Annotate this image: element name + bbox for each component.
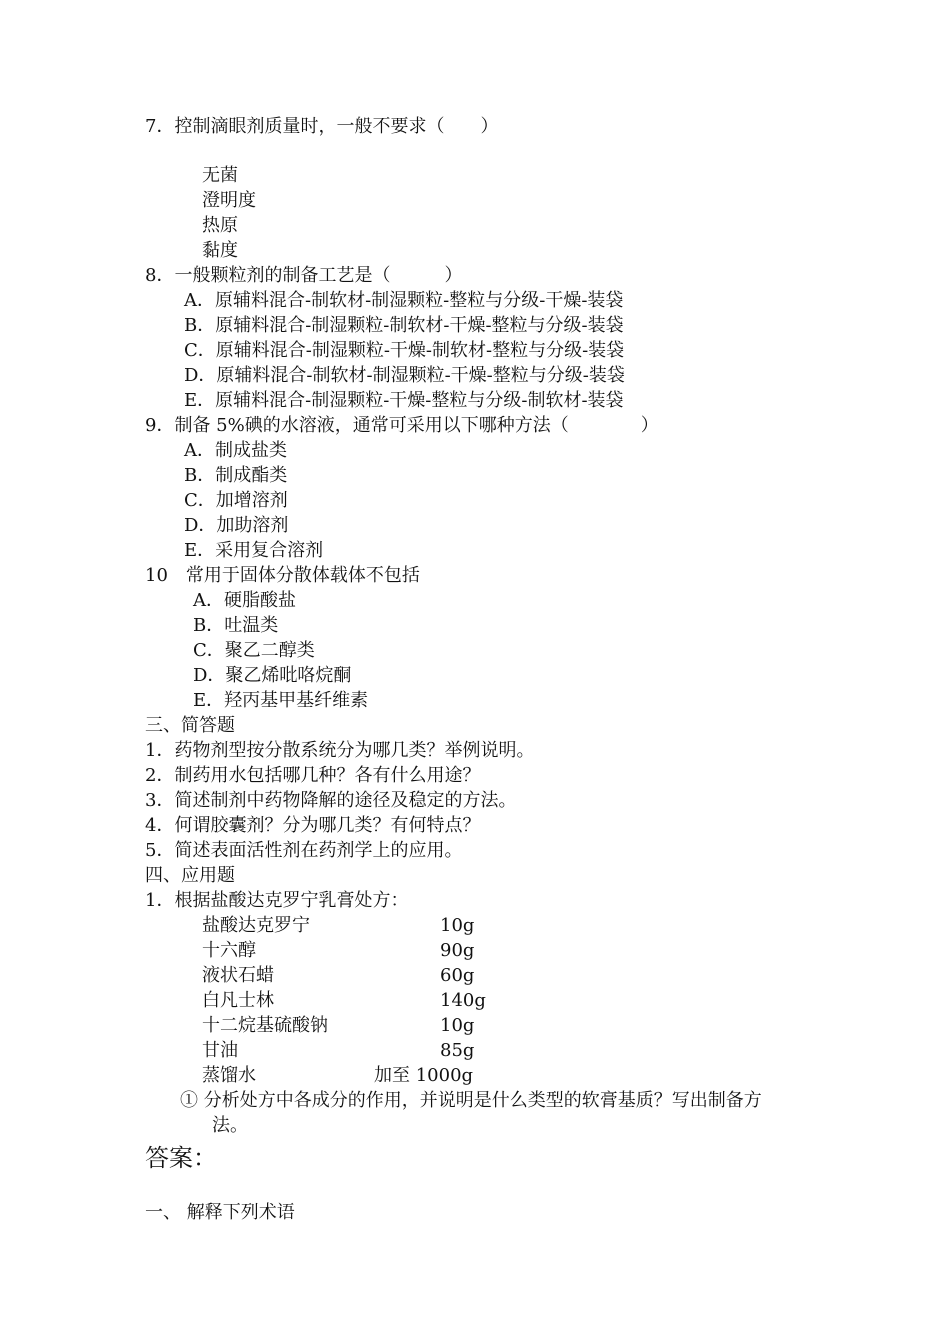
q8-option: E．原辅料混合-制湿颗粒-干燥-整粒与分级-制软材-装袋	[184, 390, 624, 411]
section4-subquestion-cont: 法。	[212, 1115, 248, 1136]
q8-option: A．原辅料混合-制软材-制湿颗粒-整粒与分级-干燥-装袋	[184, 290, 624, 311]
q9-option: E．采用复合溶剂	[184, 540, 324, 561]
recipe-ingredient: 十二烷基硫酸钠	[202, 1015, 328, 1036]
section4-subquestion: ① 分析处方中各成分的作用，并说明是什么类型的软膏基质？写出制备方	[180, 1090, 762, 1111]
q7-option: 黏度	[202, 240, 238, 261]
recipe-amount: 140g	[440, 990, 486, 1011]
q10-option: D．聚乙烯吡咯烷酮	[193, 665, 352, 686]
section4-q1-stem: 1．根据盐酸达克罗宁乳膏处方：	[145, 890, 409, 911]
q7-stem: 7．控制滴眼剂质量时，一般不要求（ ）	[145, 116, 499, 137]
recipe-amount: 60g	[440, 965, 475, 986]
q9-option: B．制成酯类	[184, 465, 288, 486]
q10-stem: 10 常用于固体分散体载体不包括	[145, 565, 420, 586]
q9-option: D．加助溶剂	[184, 515, 289, 536]
q9-stem: 9．制备 5%碘的水溶液，通常可采用以下哪种方法（ ）	[145, 415, 659, 436]
q10-option: B．吐温类	[193, 615, 279, 636]
section3-question: 4．何谓胶囊剂？分为哪几类？有何特点？	[145, 815, 481, 836]
q9-option: A．制成盐类	[184, 440, 287, 461]
section3-question: 3．简述制剂中药物降解的途径及稳定的方法。	[145, 790, 517, 811]
section3-question: 5．简述表面活性剂在药剂学上的应用。	[145, 840, 463, 861]
q8-stem: 8．一般颗粒剂的制备工艺是（ ）	[145, 265, 463, 286]
section3-question: 1．药物剂型按分散系统分为哪几类？举例说明。	[145, 740, 535, 761]
q8-option: C．原辅料混合-制湿颗粒-干燥-制软材-整粒与分级-装袋	[184, 340, 625, 361]
recipe-ingredient: 液状石蜡	[202, 965, 274, 986]
recipe-amount: 加至 1000g	[374, 1065, 474, 1086]
recipe-amount: 85g	[440, 1040, 475, 1061]
q7-option: 热原	[202, 215, 238, 236]
recipe-ingredient: 盐酸达克罗宁	[202, 915, 310, 936]
q8-option: D．原辅料混合-制软材-制湿颗粒-干燥-整粒与分级-装袋	[184, 365, 625, 386]
section3-question: 2．制药用水包括哪几种？各有什么用途？	[145, 765, 481, 786]
recipe-amount: 10g	[440, 915, 475, 936]
q10-option: E．羟丙基甲基纤维素	[193, 690, 369, 711]
recipe-ingredient: 蒸馏水	[202, 1065, 256, 1086]
section3-heading: 三、简答题	[145, 715, 235, 736]
recipe-amount: 90g	[440, 940, 475, 961]
recipe-amount: 10g	[440, 1015, 475, 1036]
recipe-ingredient: 十六醇	[202, 940, 256, 961]
q10-option: A．硬脂酸盐	[193, 590, 296, 611]
q8-option: B．原辅料混合-制湿颗粒-制软材-干燥-整粒与分级-装袋	[184, 315, 624, 336]
answers-heading: 答案：	[145, 1144, 217, 1172]
q9-option: C．加增溶剂	[184, 490, 288, 511]
answers-section1-heading: 一、 解释下列术语	[145, 1202, 295, 1223]
q10-option: C．聚乙二醇类	[193, 640, 315, 661]
q7-option: 澄明度	[202, 190, 256, 211]
q7-option: 无菌	[202, 165, 238, 186]
recipe-ingredient: 甘油	[202, 1040, 238, 1061]
recipe-ingredient: 白凡士林	[202, 990, 274, 1011]
section4-heading: 四、应用题	[145, 865, 235, 886]
